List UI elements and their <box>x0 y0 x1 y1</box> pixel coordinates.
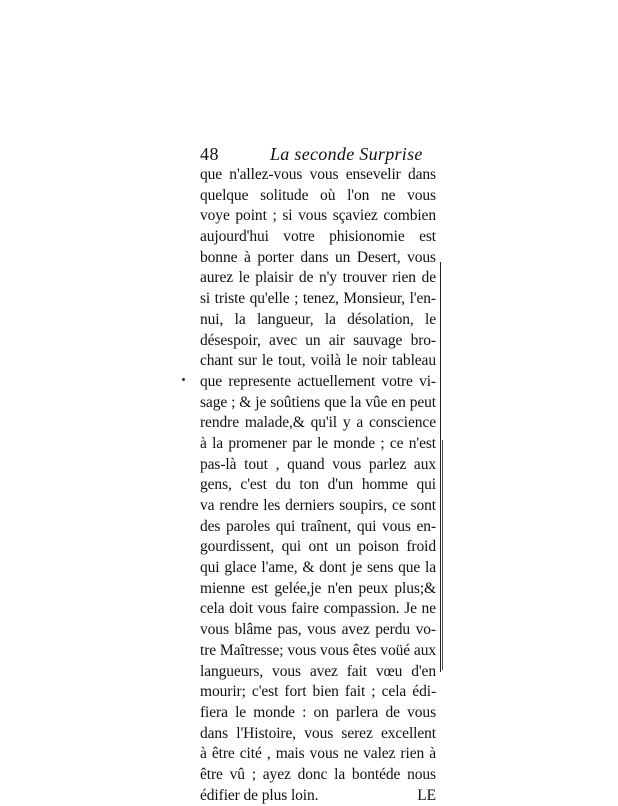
text-line: nui, la langueur, la désolation, le <box>200 310 436 328</box>
text-line: être vû ; ayez donc la bontéde nous <box>200 765 436 783</box>
ink-speck <box>182 378 185 381</box>
text-line: gens, c'est du ton d'un homme qui <box>200 476 436 494</box>
text-line: mienne est gelée,je n'en peux plus;& <box>200 579 436 597</box>
text-line: si triste qu'elle ; tenez, Monsieur, l'en- <box>200 290 436 308</box>
text-line: chant sur le tout, voilà le noir tableau <box>200 352 436 370</box>
text-line: pas-là tout , quand vous parlez aux <box>200 455 436 473</box>
text-line: que represente actuellement votre vi- <box>200 372 436 390</box>
text-line: tre Maîtresse; vous vous êtes voüé aux <box>200 641 436 659</box>
text-line: quelque solitude où l'on ne vous <box>200 186 436 204</box>
text-line: dans l'Histoire, vous serez excellent <box>200 724 436 742</box>
text-line: mourir; c'est fort bien fait ; cela édi- <box>200 683 436 701</box>
gutter-line-shadow <box>442 440 443 670</box>
text-line: bonne à porter dans un Desert, vous <box>200 248 436 266</box>
text-line-last <box>200 786 436 806</box>
page-number: 48 <box>200 144 219 164</box>
text-line: qui glace l'ame, & dont je sens que la <box>200 559 436 577</box>
text-line: va rendre les derniers soupirs, ce sont <box>200 497 436 514</box>
text-line: désespoir, avec un air sauvage bro- <box>200 331 436 349</box>
text-line: aujourd'hui votre phisionomie est <box>200 228 436 246</box>
text-line: vous blâme pas, vous avez perdu vo- <box>200 621 436 639</box>
body-text <box>200 165 436 806</box>
text-line: rendre malade,& qu'il y a conscience <box>200 414 436 432</box>
text-line: à être cité , mais vous ne valez rien à <box>200 745 436 763</box>
text-line-final: édifier de plus loin. <box>200 786 319 804</box>
catchword: LE <box>417 786 436 804</box>
text-line: que n'allez-vous vous ensevelir dans <box>200 166 436 183</box>
text-line: cela doit vous faire compassion. Je ne <box>200 600 436 618</box>
text-line: fiera le monde : on parlera de vous <box>200 703 436 721</box>
text-line: gourdissent, qui ont un poison froid <box>200 538 436 556</box>
page-header <box>200 143 436 165</box>
text-line: à la promener par le monde ; ce n'est <box>200 434 436 452</box>
text-line: sage ; & je soûtiens que la vûe en peut <box>200 393 436 411</box>
text-line: aurez le plaisir de n'y trouver rien de <box>200 269 436 287</box>
text-line: voye point ; si vous sçaviez combien <box>200 207 436 225</box>
running-title: La seconde Surprise <box>270 144 423 164</box>
text-line: langueurs, vous avez fait vœu d'en <box>200 662 436 680</box>
text-line: des paroles qui traînent, qui vous en- <box>200 517 436 535</box>
